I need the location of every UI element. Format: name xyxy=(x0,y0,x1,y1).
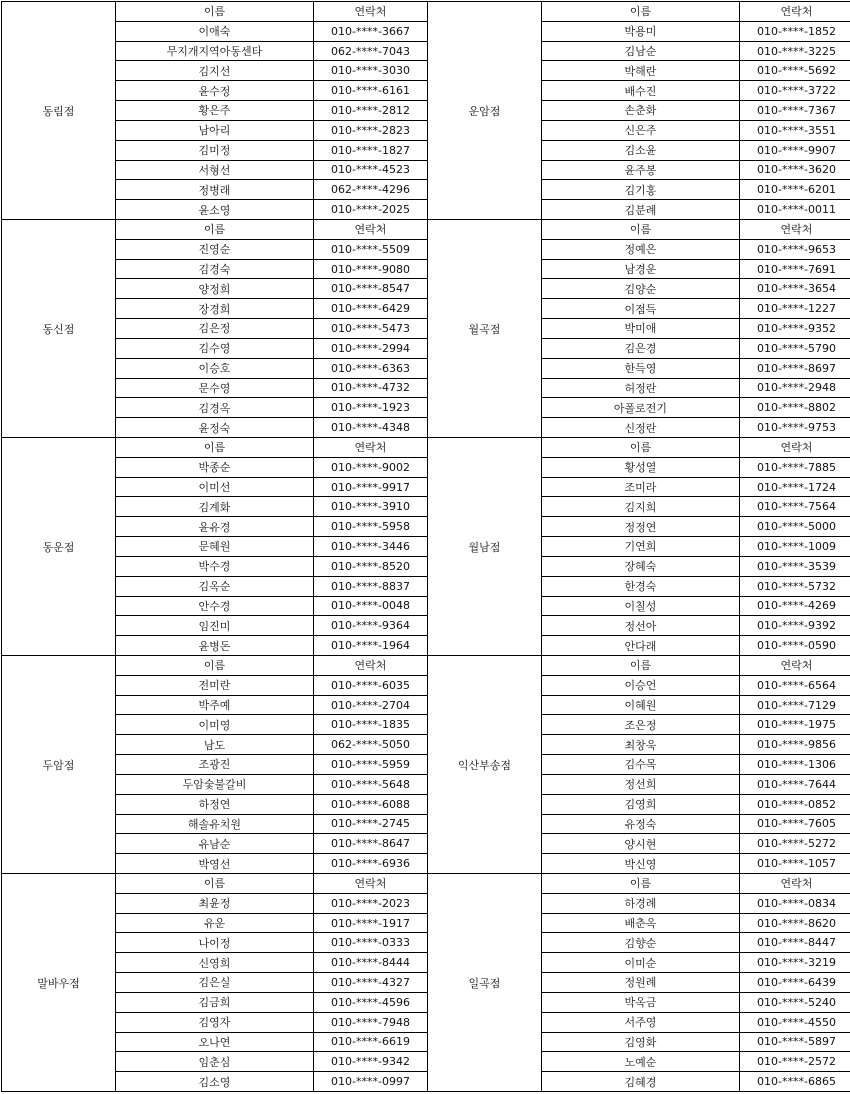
person-phone: 010-****-0834 xyxy=(740,894,850,914)
person-phone: 010-****-3219 xyxy=(740,953,850,973)
person-phone: 010-****-5732 xyxy=(740,577,850,597)
person-name: 두암숯불갈비 xyxy=(116,775,314,795)
branch-name: 일곡점 xyxy=(428,874,542,1092)
person-name: 김영희 xyxy=(542,795,740,815)
person-name: 아폴로전기 xyxy=(542,398,740,418)
person-phone: 010-****-3225 xyxy=(740,42,850,62)
person-name: 임진미 xyxy=(116,616,314,636)
person-name: 안수경 xyxy=(116,597,314,617)
person-phone: 010-****-6429 xyxy=(314,299,428,319)
person-name: 최윤정 xyxy=(116,894,314,914)
person-name: 배춘옥 xyxy=(542,914,740,934)
person-phone: 010-****-6161 xyxy=(314,81,428,101)
person-phone: 062-****-4296 xyxy=(314,180,428,200)
person-phone: 010-****-8802 xyxy=(740,398,850,418)
person-phone: 010-****-0852 xyxy=(740,795,850,815)
branch-contact-list xyxy=(116,656,428,874)
person-phone: 010-****-2994 xyxy=(314,339,428,359)
person-name: 김향순 xyxy=(542,933,740,953)
person-phone: 010-****-2823 xyxy=(314,121,428,141)
person-phone: 010-****-4550 xyxy=(740,1013,850,1033)
person-phone: 010-****-5790 xyxy=(740,339,850,359)
person-name: 김계화 xyxy=(116,497,314,517)
person-phone: 010-****-6439 xyxy=(740,973,850,993)
person-name: 이미선 xyxy=(116,478,314,498)
branch-contact-list xyxy=(116,220,428,438)
branch-contact-list xyxy=(542,438,850,656)
person-name: 배수진 xyxy=(542,81,740,101)
column-header-name: 이름 xyxy=(542,656,740,676)
column-header-name: 이름 xyxy=(542,220,740,240)
person-name: 이애숙 xyxy=(116,22,314,42)
person-name: 정병래 xyxy=(116,180,314,200)
person-phone: 010-****-1975 xyxy=(740,715,850,735)
person-phone: 010-****-9392 xyxy=(740,616,850,636)
person-name: 정선아 xyxy=(542,616,740,636)
person-name: 남경운 xyxy=(542,260,740,280)
person-phone: 010-****-3446 xyxy=(314,537,428,557)
person-phone: 010-****-2948 xyxy=(740,379,850,399)
person-phone: 010-****-1923 xyxy=(314,398,428,418)
person-name: 안다래 xyxy=(542,636,740,656)
person-name: 김은정 xyxy=(116,319,314,339)
person-name: 유운 xyxy=(116,914,314,934)
person-phone: 062-****-7043 xyxy=(314,42,428,62)
person-name: 유남순 xyxy=(116,834,314,854)
person-phone: 010-****-7367 xyxy=(740,101,850,121)
column-header-contact: 연락처 xyxy=(314,2,428,22)
person-phone: 010-****-8620 xyxy=(740,914,850,934)
person-name: 김영화 xyxy=(542,1033,740,1053)
person-phone: 010-****-8647 xyxy=(314,834,428,854)
person-name: 장경희 xyxy=(116,299,314,319)
person-name: 이승호 xyxy=(116,359,314,379)
column-header-name: 이름 xyxy=(116,656,314,676)
person-phone: 010-****-3551 xyxy=(740,121,850,141)
person-name: 김남순 xyxy=(542,42,740,62)
person-name: 이미영 xyxy=(116,715,314,735)
person-name: 박미애 xyxy=(542,319,740,339)
person-phone: 010-****-3620 xyxy=(740,161,850,181)
person-name: 하경례 xyxy=(542,894,740,914)
person-name: 양정희 xyxy=(116,279,314,299)
person-phone: 010-****-5959 xyxy=(314,755,428,775)
person-name: 박종순 xyxy=(116,458,314,478)
person-phone: 010-****-7644 xyxy=(740,775,850,795)
person-name: 윤정숙 xyxy=(116,418,314,438)
person-phone: 010-****-2704 xyxy=(314,696,428,716)
person-phone: 010-****-4596 xyxy=(314,993,428,1013)
person-phone: 010-****-9753 xyxy=(740,418,850,438)
person-phone: 010-****-4348 xyxy=(314,418,428,438)
column-header-name: 이름 xyxy=(542,2,740,22)
person-phone: 010-****-7605 xyxy=(740,815,850,835)
person-name: 김수영 xyxy=(116,339,314,359)
branch-name: 말바우점 xyxy=(2,874,116,1092)
person-phone: 010-****-7948 xyxy=(314,1013,428,1033)
person-name: 윤소영 xyxy=(116,200,314,220)
person-phone: 010-****-0011 xyxy=(740,200,850,220)
person-name: 문혜원 xyxy=(116,537,314,557)
person-name: 윤병돈 xyxy=(116,636,314,656)
branch-contact-list xyxy=(116,874,428,1092)
person-phone: 010-****-2745 xyxy=(314,815,428,835)
person-name: 신정란 xyxy=(542,418,740,438)
column-header-contact: 연락처 xyxy=(314,438,428,458)
person-phone: 010-****-3910 xyxy=(314,497,428,517)
person-phone: 010-****-2572 xyxy=(740,1052,850,1072)
person-phone: 010-****-9342 xyxy=(314,1052,428,1072)
person-name: 김은실 xyxy=(116,973,314,993)
person-name: 기연희 xyxy=(542,537,740,557)
branch-contact-list xyxy=(542,2,850,220)
person-name: 정원례 xyxy=(542,973,740,993)
column-header-name: 이름 xyxy=(116,2,314,22)
person-name: 문수영 xyxy=(116,379,314,399)
person-name: 남도 xyxy=(116,735,314,755)
person-name: 김혜경 xyxy=(542,1072,740,1092)
person-phone: 010-****-5272 xyxy=(740,834,850,854)
person-phone: 010-****-9364 xyxy=(314,616,428,636)
person-name: 서주영 xyxy=(542,1013,740,1033)
column-header-name: 이름 xyxy=(542,438,740,458)
person-phone: 010-****-1057 xyxy=(740,854,850,874)
person-phone: 062-****-5050 xyxy=(314,735,428,755)
person-name: 김경숙 xyxy=(116,260,314,280)
person-phone: 010-****-0997 xyxy=(314,1072,428,1092)
person-name: 무지개지역아동센타 xyxy=(116,42,314,62)
person-name: 김기홍 xyxy=(542,180,740,200)
person-phone: 010-****-5648 xyxy=(314,775,428,795)
person-name: 나이정 xyxy=(116,933,314,953)
person-name: 진영순 xyxy=(116,240,314,260)
person-name: 김지선 xyxy=(116,61,314,81)
branch-contact-list xyxy=(116,2,428,220)
person-name: 하정연 xyxy=(116,795,314,815)
person-phone: 010-****-8447 xyxy=(740,933,850,953)
contact-table xyxy=(1,1,850,1092)
person-name: 김지희 xyxy=(542,497,740,517)
person-name: 박신영 xyxy=(542,854,740,874)
person-name: 남아리 xyxy=(116,121,314,141)
person-name: 황은주 xyxy=(116,101,314,121)
person-name: 오나연 xyxy=(116,1033,314,1053)
person-phone: 010-****-8547 xyxy=(314,279,428,299)
person-name: 신은주 xyxy=(542,121,740,141)
branch-name: 동림점 xyxy=(2,2,116,220)
branch-name: 동신점 xyxy=(2,220,116,438)
column-header-contact: 연락처 xyxy=(740,2,850,22)
column-header-contact: 연락처 xyxy=(740,656,850,676)
person-phone: 010-****-8697 xyxy=(740,359,850,379)
person-name: 임춘심 xyxy=(116,1052,314,1072)
person-name: 양시현 xyxy=(542,834,740,854)
person-name: 조은정 xyxy=(542,715,740,735)
person-phone: 010-****-1009 xyxy=(740,537,850,557)
person-phone: 010-****-9653 xyxy=(740,240,850,260)
person-phone: 010-****-1852 xyxy=(740,22,850,42)
person-phone: 010-****-3030 xyxy=(314,61,428,81)
person-phone: 010-****-0048 xyxy=(314,597,428,617)
person-phone: 010-****-1964 xyxy=(314,636,428,656)
person-name: 서형선 xyxy=(116,161,314,181)
person-name: 노예순 xyxy=(542,1052,740,1072)
person-name: 김옥순 xyxy=(116,577,314,597)
column-header-contact: 연락처 xyxy=(314,656,428,676)
person-phone: 010-****-9002 xyxy=(314,458,428,478)
person-name: 박수경 xyxy=(116,557,314,577)
person-phone: 010-****-6865 xyxy=(740,1072,850,1092)
column-header-contact: 연락처 xyxy=(740,874,850,894)
person-phone: 010-****-0333 xyxy=(314,933,428,953)
branch-name: 운암점 xyxy=(428,2,542,220)
person-phone: 010-****-6088 xyxy=(314,795,428,815)
person-phone: 010-****-7564 xyxy=(740,497,850,517)
person-phone: 010-****-7885 xyxy=(740,458,850,478)
person-name: 김소윤 xyxy=(542,141,740,161)
branch-name: 동운점 xyxy=(2,438,116,656)
column-header-name: 이름 xyxy=(542,874,740,894)
column-header-contact: 연락처 xyxy=(740,220,850,240)
person-phone: 010-****-1917 xyxy=(314,914,428,934)
person-name: 박영선 xyxy=(116,854,314,874)
person-name: 박옥금 xyxy=(542,993,740,1013)
person-name: 윤유경 xyxy=(116,517,314,537)
person-phone: 010-****-2812 xyxy=(314,101,428,121)
person-phone: 010-****-1827 xyxy=(314,141,428,161)
person-phone: 010-****-6564 xyxy=(740,676,850,696)
person-name: 정예은 xyxy=(542,240,740,260)
person-name: 이혜원 xyxy=(542,696,740,716)
person-name: 손춘화 xyxy=(542,101,740,121)
person-name: 김소영 xyxy=(116,1072,314,1092)
person-name: 황성열 xyxy=(542,458,740,478)
person-name: 허정란 xyxy=(542,379,740,399)
person-name: 이칠성 xyxy=(542,597,740,617)
person-phone: 010-****-1306 xyxy=(740,755,850,775)
person-name: 윤주봉 xyxy=(542,161,740,181)
person-phone: 010-****-3539 xyxy=(740,557,850,577)
person-phone: 010-****-6936 xyxy=(314,854,428,874)
person-name: 정선희 xyxy=(542,775,740,795)
person-name: 김미정 xyxy=(116,141,314,161)
person-phone: 010-****-4523 xyxy=(314,161,428,181)
column-header-name: 이름 xyxy=(116,874,314,894)
branch-name: 두암점 xyxy=(2,656,116,874)
branch-name: 월곡점 xyxy=(428,220,542,438)
person-name: 김금희 xyxy=(116,993,314,1013)
person-phone: 010-****-8837 xyxy=(314,577,428,597)
person-phone: 010-****-5692 xyxy=(740,61,850,81)
person-name: 김영자 xyxy=(116,1013,314,1033)
person-name: 해솔유치원 xyxy=(116,815,314,835)
column-header-contact: 연락처 xyxy=(314,874,428,894)
person-name: 조미라 xyxy=(542,478,740,498)
person-phone: 010-****-7129 xyxy=(740,696,850,716)
person-phone: 010-****-8520 xyxy=(314,557,428,577)
person-phone: 010-****-1724 xyxy=(740,478,850,498)
person-name: 이미순 xyxy=(542,953,740,973)
person-phone: 010-****-6619 xyxy=(314,1033,428,1053)
person-name: 정정연 xyxy=(542,517,740,537)
person-name: 이점득 xyxy=(542,299,740,319)
person-name: 윤수정 xyxy=(116,81,314,101)
person-phone: 010-****-1835 xyxy=(314,715,428,735)
column-header-name: 이름 xyxy=(116,438,314,458)
person-phone: 010-****-5897 xyxy=(740,1033,850,1053)
branch-contact-list xyxy=(116,438,428,656)
person-phone: 010-****-9856 xyxy=(740,735,850,755)
person-phone: 010-****-4732 xyxy=(314,379,428,399)
person-phone: 010-****-4269 xyxy=(740,597,850,617)
person-phone: 010-****-9352 xyxy=(740,319,850,339)
person-name: 박주예 xyxy=(116,696,314,716)
person-name: 최창욱 xyxy=(542,735,740,755)
person-phone: 010-****-5240 xyxy=(740,993,850,1013)
branch-contact-list xyxy=(542,220,850,438)
person-phone: 010-****-5509 xyxy=(314,240,428,260)
person-name: 김은경 xyxy=(542,339,740,359)
person-name: 박해란 xyxy=(542,61,740,81)
person-name: 유정숙 xyxy=(542,815,740,835)
person-name: 장혜숙 xyxy=(542,557,740,577)
column-header-contact: 연락처 xyxy=(740,438,850,458)
branch-contact-list xyxy=(542,656,850,874)
person-phone: 010-****-3667 xyxy=(314,22,428,42)
person-phone: 010-****-9907 xyxy=(740,141,850,161)
branch-contact-list xyxy=(542,874,850,1092)
person-name: 김경옥 xyxy=(116,398,314,418)
person-phone: 010-****-3722 xyxy=(740,81,850,101)
person-name: 전미란 xyxy=(116,676,314,696)
person-name: 김분례 xyxy=(542,200,740,220)
branch-name: 익산부송점 xyxy=(428,656,542,874)
person-phone: 010-****-6363 xyxy=(314,359,428,379)
person-phone: 010-****-0590 xyxy=(740,636,850,656)
column-header-contact: 연락처 xyxy=(314,220,428,240)
person-name: 한경숙 xyxy=(542,577,740,597)
person-phone: 010-****-5473 xyxy=(314,319,428,339)
person-name: 김양순 xyxy=(542,279,740,299)
person-name: 이승언 xyxy=(542,676,740,696)
person-phone: 010-****-3654 xyxy=(740,279,850,299)
person-phone: 010-****-5000 xyxy=(740,517,850,537)
person-phone: 010-****-6201 xyxy=(740,180,850,200)
person-phone: 010-****-4327 xyxy=(314,973,428,993)
person-phone: 010-****-9080 xyxy=(314,260,428,280)
person-name: 김수목 xyxy=(542,755,740,775)
person-name: 한득영 xyxy=(542,359,740,379)
person-phone: 010-****-2023 xyxy=(314,894,428,914)
person-phone: 010-****-1227 xyxy=(740,299,850,319)
person-name: 신영희 xyxy=(116,953,314,973)
person-phone: 010-****-2025 xyxy=(314,200,428,220)
person-phone: 010-****-7691 xyxy=(740,260,850,280)
person-name: 조광진 xyxy=(116,755,314,775)
person-phone: 010-****-9917 xyxy=(314,478,428,498)
person-phone: 010-****-8444 xyxy=(314,953,428,973)
person-name: 박용미 xyxy=(542,22,740,42)
branch-name: 월남점 xyxy=(428,438,542,656)
person-phone: 010-****-5958 xyxy=(314,517,428,537)
column-header-name: 이름 xyxy=(116,220,314,240)
person-phone: 010-****-6035 xyxy=(314,676,428,696)
